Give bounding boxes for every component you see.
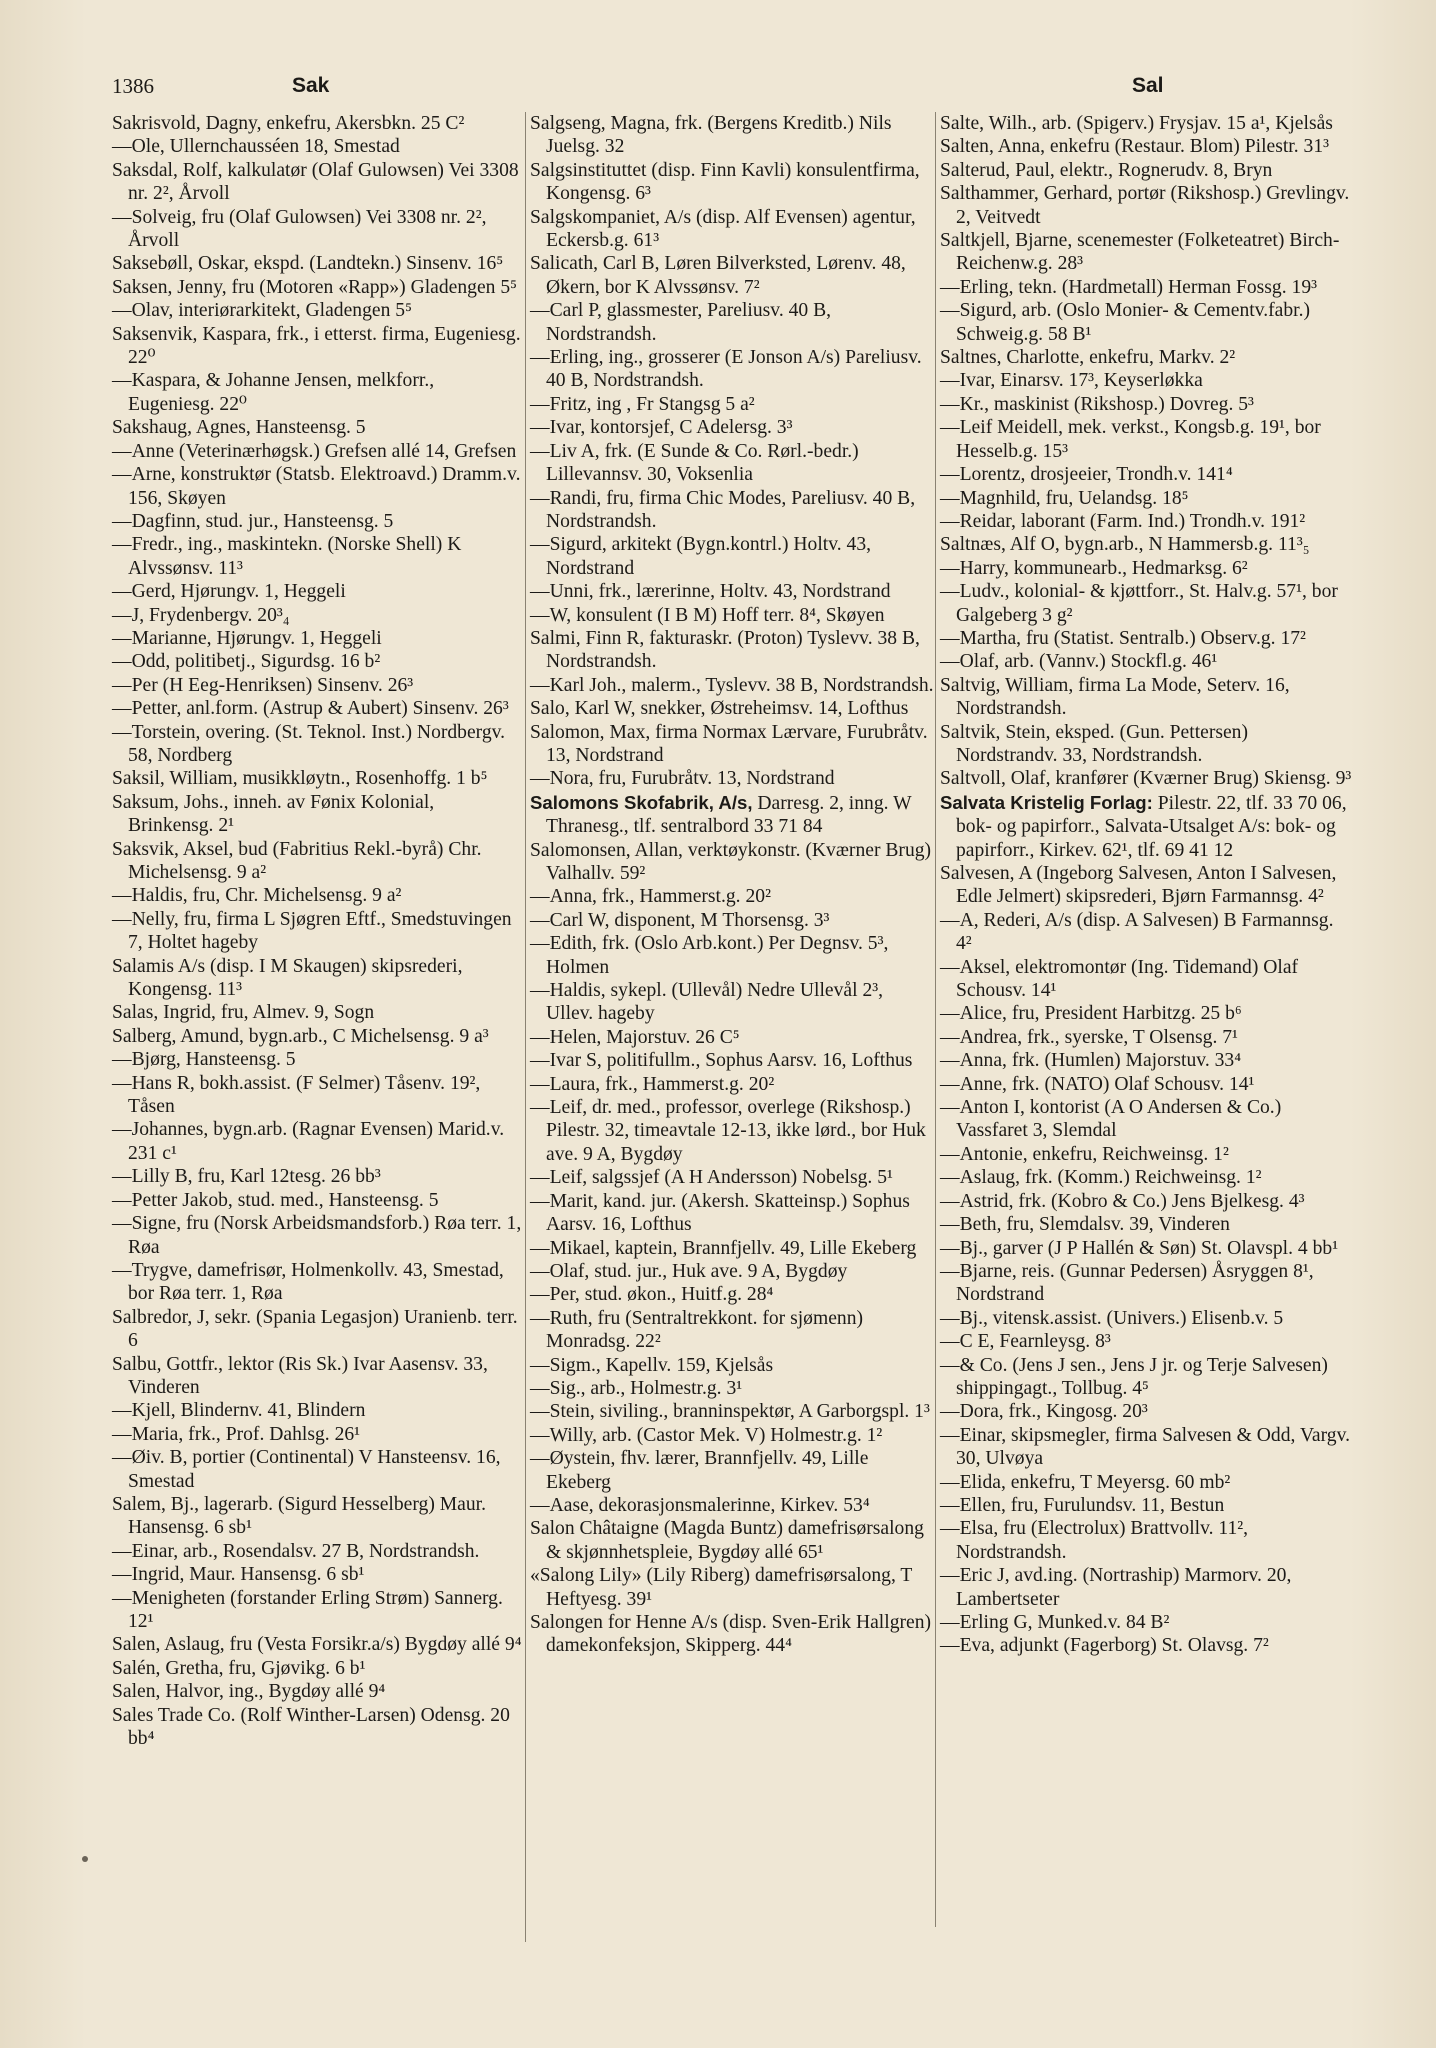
directory-entry: —Karl Joh., malerm., Tyslevv. 38 B, Nordstrandsh. — [530, 674, 934, 696]
directory-entry: Saksen, Jenny, fru (Motoren «Rapp») Gladengen 5⁵ — [112, 276, 517, 298]
directory-entry: —Stein, siviling., branninspektør, A Garborgspl. 1³ — [530, 1401, 930, 1423]
directory-column-2 — [530, 112, 934, 1658]
directory-entry: —Harry, kommunearb., Hedmarksg. 6² — [940, 557, 1248, 579]
directory-entry: —Dora, frk., Kingosg. 20³ — [940, 1401, 1148, 1423]
directory-entry: —Elsa, fru (Electrolux) Brattvollv. 11², Nordstrandsh. — [940, 1518, 1249, 1563]
directory-entry: Salvata Kristelig Forlag: Pilestr. 22, tlf. 33 70 06, bok- og papirforr., Salvata-Utsalget A/s: bok- og papirforr., Kirkev. 62¹, tlf. 69 41 12 — [940, 791, 1347, 861]
directory-entry: —Andrea, frk., syerske, T Olsensg. 7¹ — [940, 1026, 1238, 1048]
directory-entry: Salicath, Carl B, Løren Bilverksted, Lørenv. 48, Økern, bor K Alvssønsv. 7² — [530, 253, 906, 298]
directory-entry: —& Co. (Jens J sen., Jens J jr. og Terje Salvesen) shippingagt., Tollbug. 4⁵ — [940, 1354, 1328, 1399]
directory-entry: Saltkjell, Bjarne, scenemester (Folketeatret) Birch-Reichenw.g. 28³ — [940, 230, 1340, 275]
directory-entry: Saltvig, William, firma La Mode, Seterv. 16, Nordstrandsh. — [940, 674, 1290, 720]
header-right-guide-word: Sal — [1132, 74, 1164, 97]
directory-entry: —Øystein, fhv. lærer, Brannfjellv. 49, Lille Ekeberg — [530, 1448, 869, 1493]
directory-entry: —Alice, fru, President Harbitzg. 25 b⁶ — [940, 1003, 1242, 1025]
directory-entry: —Sig., arb., Holmestr.g. 3¹ — [530, 1377, 743, 1399]
directory-entry: Salen, Aslaug, fru (Vesta Forsikr.a/s) Bygdøy allé 9⁴ — [112, 1634, 522, 1656]
directory-column-3 — [940, 112, 1354, 1658]
directory-entry: —Ivar, kontorsjef, C Adelersg. 3³ — [530, 417, 793, 439]
directory-entry: —Bj., vitensk.assist. (Univers.) Elisenb.v. 5 — [940, 1307, 1284, 1329]
directory-entry: —Johannes, bygn.arb. (Ragnar Evensen) Marid.v. 231 c¹ — [112, 1119, 505, 1164]
column-divider — [935, 112, 936, 1927]
directory-entry: —Haldis, sykepl. (Ullevål) Nedre Ullevål 2³, Ullev. hageby — [530, 980, 884, 1025]
directory-entry: Saksum, Johs., inneh. av Fønix Kolonial, Brinkensg. 2¹ — [112, 791, 435, 837]
directory-entry: Salo, Karl W, snekker, Østreheimsv. 14, Lofthus — [530, 698, 909, 720]
directory-entry: Salongen for Henne A/s (disp. Sven-Erik Hallgren) damekonfeksjon, Skipperg. 44⁴ — [530, 1612, 932, 1657]
directory-entry: Salén, Gretha, fru, Gjøvikg. 6 b¹ — [112, 1657, 366, 1679]
directory-entry: —Edith, frk. (Oslo Arb.kont.) Per Degnsv. 5³, Holmen — [530, 933, 889, 978]
directory-entry: —Lilly B, fru, Karl 12tesg. 26 bb³ — [112, 1166, 381, 1188]
directory-entry: —Nelly, fru, firma L Sjøgren Eftf., Smedstuvingen 7, Holtet hageby — [112, 908, 512, 954]
directory-entry: Salthammer, Gerhard, portør (Rikshosp.) Grevlingv. 2, Veitvedt — [940, 183, 1350, 228]
directory-entry: Salvesen, A (Ingeborg Salvesen, Anton I Salvesen, Edle Jelmert) skipsrederi, Bjørn Farmannsg. 4² — [940, 863, 1337, 908]
directory-entry: —Ole, Ullernchausséen 18, Smestad — [112, 136, 400, 158]
directory-entry: Salgseng, Magna, frk. (Bergens Kreditb.) Nils Juelsg. 32 — [530, 113, 892, 158]
directory-entry: —Anne, frk. (NATO) Olaf Schousv. 14¹ — [940, 1073, 1255, 1095]
directory-entry: —Olaf, arb. (Vannv.) Stockfl.g. 46¹ — [940, 651, 1218, 673]
directory-entry: —Ivar, Einarsv. 17³, Keyserløkka — [940, 370, 1203, 392]
directory-entry: —Sigurd, arb. (Oslo Monier- & Cementv.fabr.) Schweig.g. 58 B¹ — [940, 300, 1311, 345]
directory-entry: Salgskompaniet, A/s (disp. Alf Evensen) agentur, Eckersb.g. 61³ — [530, 206, 916, 252]
directory-entry: —Liv A, frk. (E Sunde & Co. Rørl.-bedr.) Lillevannsv. 30, Voksenlia — [530, 440, 859, 486]
directory-entry: —Signe, fru (Norsk Arbeidsmandsforb.) Røa terr. 1, Røa — [112, 1213, 522, 1258]
directory-entry: —Per, stud. økon., Huitf.g. 28⁴ — [530, 1284, 774, 1306]
directory-entry: Saltvoll, Olaf, kranfører (Kværner Brug) Skiensg. 9³ — [940, 768, 1352, 790]
directory-entry: Saksebøll, Oskar, ekspd. (Landtekn.) Sinsenv. 16⁵ — [112, 253, 504, 275]
directory-entry: Salbu, Gottfr., lektor (Ris Sk.) Ivar Aasensv. 33, Vinderen — [112, 1353, 488, 1398]
directory-entry: —Ingrid, Maur. Hansensg. 6 sb¹ — [112, 1564, 365, 1586]
directory-entry: Salon Châtaigne (Magda Buntz) damefrisørsalong & skjønnhetspleie, Bygdøy allé 65¹ — [530, 1518, 924, 1563]
directory-entry: —Marit, kand. jur. (Akersh. Skatteinsp.) Sophus Aarsv. 16, Lofthus — [530, 1190, 910, 1236]
directory-entry: —Maria, frk., Prof. Dahlsg. 26¹ — [112, 1423, 361, 1445]
directory-entry: —Lorentz, drosjeeier, Trondh.v. 141⁴ — [940, 464, 1233, 486]
directory-entry: —Carl W, disponent, M Thorsensg. 3³ — [530, 909, 830, 931]
directory-entry: —Olav, interiørarkitekt, Gladengen 5⁵ — [112, 300, 412, 322]
directory-entry: Salgsinstituttet (disp. Finn Kavli) konsulentfirma, Kongensg. 6³ — [530, 159, 920, 205]
directory-entry: —Anne (Veterinærhøgsk.) Grefsen allé 14, Grefsen — [112, 440, 517, 462]
directory-entry: —Aksel, elektromontør (Ing. Tidemand) Olaf Schousv. 14¹ — [940, 956, 1299, 1002]
directory-entry: Saksdal, Rolf, kalkulatør (Olaf Gulowsen) Vei 3308 nr. 2², Årvoll — [112, 159, 519, 205]
directory-entry: —Magnhild, fru, Uelandsg. 18⁵ — [940, 487, 1189, 509]
directory-entry: Salbredor, J, sekr. (Spania Legasjon) Uranienb. terr. 6 — [112, 1306, 518, 1352]
directory-entry: —Erling G, Munked.v. 84 B² — [940, 1612, 1170, 1633]
header-left-guide-word: Sak — [292, 74, 330, 97]
directory-entry: —Martha, fru (Statist. Sentralb.) Observ.g. 17² — [940, 627, 1306, 649]
directory-entry: —Kaspara, & Johanne Jensen, melkforr., Eugeniesg. 22⁰ — [112, 370, 435, 415]
directory-entry: Saltnes, Charlotte, enkefru, Markv. 2² — [940, 347, 1236, 369]
directory-entry: —Erling, ing., grosserer (E Jonson A/s) Pareliusv. 40 B, Nordstrandsh. — [530, 347, 922, 392]
paper-speck — [82, 1856, 88, 1862]
directory-entry: —Unni, frk., lærerinne, Holtv. 43, Nordstrand — [530, 581, 891, 603]
page-header — [112, 74, 1356, 104]
directory-entry: —Leif, salgssjef (A H Andersson) Nobelsg. 5¹ — [530, 1167, 893, 1189]
directory-entry: Salmi, Finn R, fakturaskr. (Proton) Tyslevv. 38 B, Nordstrandsh. — [530, 627, 920, 673]
directory-entry: —Laura, frk., Hammerst.g. 20² — [530, 1073, 775, 1095]
directory-entry: —Anna, frk. (Humlen) Majorstuv. 33⁴ — [940, 1050, 1242, 1072]
directory-entry: —Fredr., ing., maskintekn. (Norske Shell) K Alvssønsv. 11³ — [112, 534, 462, 579]
directory-entry: —Eva, adjunkt (Fagerborg) St. Olavsg. 7² — [940, 1635, 1269, 1657]
directory-entry: Saltvik, Stein, eksped. (Gun. Pettersen) Nordstrandv. 33, Nordstrandsh. — [940, 721, 1249, 766]
directory-entry: —Hans R, bokh.assist. (F Selmer) Tåsenv. 19², Tåsen — [112, 1072, 481, 1118]
directory-entry: —Olaf, stud. jur., Huk ave. 9 A, Bygdøy — [530, 1260, 848, 1282]
directory-entry: —Per (H Eeg-Henriksen) Sinsenv. 26³ — [112, 674, 414, 696]
directory-entry: —Bjørg, Hansteensg. 5 — [112, 1049, 296, 1071]
directory-entry: —Odd, politibetj., Sigurdsg. 16 b² — [112, 651, 381, 673]
directory-entry: —Petter Jakob, stud. med., Hansteensg. 5 — [112, 1189, 439, 1211]
directory-entry: —Solveig, fru (Olaf Gulowsen) Vei 3308 nr. 2², Årvoll — [112, 206, 487, 252]
directory-entry: Salte, Wilh., arb. (Spigerv.) Frysjav. 15 a¹, Kjelsås — [940, 113, 1333, 134]
directory-entry: Saksil, William, musikkløytn., Rosenhoffg. 1 b⁵ — [112, 768, 488, 790]
directory-entry: Salomon, Max, firma Normax Lærvare, Furubråtv. 13, Nordstrand — [530, 721, 928, 766]
directory-entry: —Mikael, kaptein, Brannfjellv. 49, Lille Ekeberg — [530, 1237, 917, 1259]
directory-entry: —Carl P, glassmester, Pareliusv. 40 B, Nordstrandsh. — [530, 300, 832, 345]
directory-entry: Salamis A/s (disp. I M Skaugen) skipsrederi, Kongensg. 11³ — [112, 955, 463, 1001]
directory-entry: —Nora, fru, Furubråtv. 13, Nordstrand — [530, 768, 835, 790]
directory-entry: Saltnæs, Alf O, bygn.arb., N Hammersb.g. 11³₅ — [940, 534, 1310, 556]
directory-entry: —A, Rederi, A/s (disp. A Salvesen) B Farmannsg. 4² — [940, 909, 1334, 955]
directory-entry: Salem, Bj., lagerarb. (Sigurd Hesselberg) Maur. Hansensg. 6 sb¹ — [112, 1493, 487, 1539]
directory-entry: —Einar, arb., Rosendalsv. 27 B, Nordstrandsh. — [112, 1540, 480, 1562]
directory-entry: Sakshaug, Agnes, Hansteensg. 5 — [112, 417, 366, 439]
directory-entry: —Beth, fru, Slemdalsv. 39, Vinderen — [940, 1214, 1230, 1236]
directory-entry: Salten, Anna, enkefru (Restaur. Blom) Pilestr. 31³ — [940, 136, 1329, 158]
directory-entry: Saksenvik, Kaspara, frk., i etterst. firma, Eugeniesg. 22⁰ — [112, 323, 521, 369]
directory-entry: —Anton I, kontorist (A O Andersen & Co.) Vassfaret 3, Slemdal — [940, 1097, 1282, 1142]
directory-entry: —Astrid, frk. (Kobro & Co.) Jens Bjelkesg. 4³ — [940, 1190, 1305, 1212]
directory-entry: Salen, Halvor, ing., Bygdøy allé 9⁴ — [112, 1681, 386, 1703]
directory-entry: —Ellen, fru, Furulundsv. 11, Bestun — [940, 1494, 1225, 1516]
directory-entry: —Willy, arb. (Castor Mek. V) Holmestr.g. 1² — [530, 1424, 883, 1446]
directory-entry: —Aslaug, frk. (Komm.) Reichweinsg. 1² — [940, 1167, 1262, 1189]
directory-entry: —Gerd, Hjørungv. 1, Heggeli — [112, 581, 346, 603]
directory-entry: —Bj., garver (J P Hallén & Søn) St. Olavspl. 4 bb¹ — [940, 1237, 1339, 1259]
directory-entry: —Arne, konstruktør (Statsb. Elektroavd.) Dramm.v. 156, Skøyen — [112, 464, 521, 509]
directory-entry: —Erling, tekn. (Hardmetall) Herman Fossg. 19³ — [940, 276, 1317, 298]
directory-entry: —Leif, dr. med., professor, overlege (Rikshosp.) Pilestr. 32, timeavtale 12-13, ikke lørd., bor Huk ave. 9 A, Bygdøy — [530, 1097, 926, 1165]
directory-entry: —Kr., maskinist (Rikshosp.) Dovreg. 5³ — [940, 393, 1254, 415]
directory-entry: —Haldis, fru, Chr. Michelsensg. 9 a² — [112, 885, 402, 907]
directory-entry: Salberg, Amund, bygn.arb., C Michelsensg. 9 a³ — [112, 1025, 489, 1047]
directory-entry: —Trygve, damefrisør, Holmenkollv. 43, Smestad, bor Røa terr. 1, Røa — [112, 1259, 504, 1305]
directory-entry: —Randi, fru, firma Chic Modes, Pareliusv. 40 B, Nordstrandsh. — [530, 487, 916, 532]
column-divider — [525, 112, 526, 1942]
directory-entry: —Torstein, overing. (St. Teknol. Inst.) Nordbergv. 58, Nordberg — [112, 721, 506, 766]
page-number: 1386 — [112, 74, 154, 98]
directory-entry: —Sigurd, arkitekt (Bygn.kontrl.) Holtv. 43, Nordstrand — [530, 534, 872, 579]
directory-entry: —Bjarne, reis. (Gunnar Pedersen) Åsryggen 8¹, Nordstrand — [940, 1260, 1314, 1306]
directory-entry: —Elida, enkefru, T Meyersg. 60 mb² — [940, 1471, 1231, 1493]
directory-entry: Sakrisvold, Dagny, enkefru, Akersbkn. 25 C² — [112, 113, 465, 134]
directory-entry: —Petter, anl.form. (Astrup & Aubert) Sinsenv. 26³ — [112, 698, 509, 720]
directory-entry: —Antonie, enkefru, Reichweinsg. 1² — [940, 1143, 1229, 1165]
directory-entry: —Menigheten (forstander Erling Strøm) Sannerg. 12¹ — [112, 1587, 503, 1632]
directory-entry: —Fritz, ing , Fr Stangsg 5 a² — [530, 393, 755, 415]
directory-entry: Saksvik, Aksel, bud (Fabritius Rekl.-byrå) Chr. Michelsensg. 9 a² — [112, 838, 482, 883]
directory-entry: —Anna, frk., Hammerst.g. 20² — [530, 886, 771, 908]
directory-entry: —Leif Meidell, mek. verkst., Kongsb.g. 19¹, bor Hesselb.g. 15³ — [940, 417, 1321, 462]
directory-entry: —Eric J, avd.ing. (Nortraship) Marmorv. 20, Lambertseter — [940, 1565, 1292, 1610]
directory-entry: Salterud, Paul, elektr., Rognerudv. 8, Bryn — [940, 159, 1273, 181]
directory-entry: —Einar, skipsmegler, firma Salvesen & Odd, Vargv. 30, Ulvøya — [940, 1424, 1351, 1470]
directory-entry: —Ludv., kolonial- & kjøttforr., St. Halv.g. 57¹, bor Galgeberg 3 g² — [940, 581, 1338, 626]
directory-entry: —Marianne, Hjørungv. 1, Heggeli — [112, 627, 382, 649]
directory-entry: —Ivar S, politifullm., Sophus Aarsv. 16, Lofthus — [530, 1050, 913, 1072]
directory-entry: —W, konsulent (I B M) Hoff terr. 8⁴, Skøyen — [530, 604, 885, 626]
directory-entry: —Reidar, laborant (Farm. Ind.) Trondh.v. 191² — [940, 510, 1306, 532]
directory-column-1 — [112, 112, 522, 1750]
directory-entry: «Salong Lily» (Lily Riberg) damefrisørsalong, T Heftyesg. 39¹ — [530, 1565, 913, 1610]
directory-entry: —Helen, Majorstuv. 26 C⁵ — [530, 1026, 740, 1048]
directory-entry: Salomonsen, Allan, verktøykonstr. (Kværner Brug) Valhallv. 59² — [530, 839, 932, 884]
directory-entry: —C E, Fearnleysg. 8³ — [940, 1331, 1111, 1353]
directory-entry: —Kjell, Blindernv. 41, Blindern — [112, 1400, 366, 1422]
directory-entry: —Øiv. B, portier (Continental) V Hansteensv. 16, Smestad — [112, 1447, 501, 1492]
directory-entry: —Ruth, fru (Sentraltrekkont. for sjømenn) Monradsg. 22² — [530, 1307, 864, 1353]
directory-entry: Salas, Ingrid, fru, Almev. 9, Sogn — [112, 1002, 375, 1024]
directory-entry: —Aase, dekorasjonsmalerinne, Kirkev. 53⁴ — [530, 1494, 870, 1516]
directory-entry: —Sigm., Kapellv. 159, Kjelsås — [530, 1354, 774, 1376]
directory-entry: Salomons Skofabrik, A/s, Darresg. 2, inng. W Thranesg., tlf. sentralbord 33 71 84 — [530, 791, 912, 838]
directory-entry: —Dagfinn, stud. jur., Hansteensg. 5 — [112, 510, 394, 532]
directory-entry: —J, Frydenbergv. 20³₄ — [112, 604, 290, 626]
directory-entry: Sales Trade Co. (Rolf Winther-Larsen) Odensg. 20 bb⁴ — [112, 1704, 510, 1750]
